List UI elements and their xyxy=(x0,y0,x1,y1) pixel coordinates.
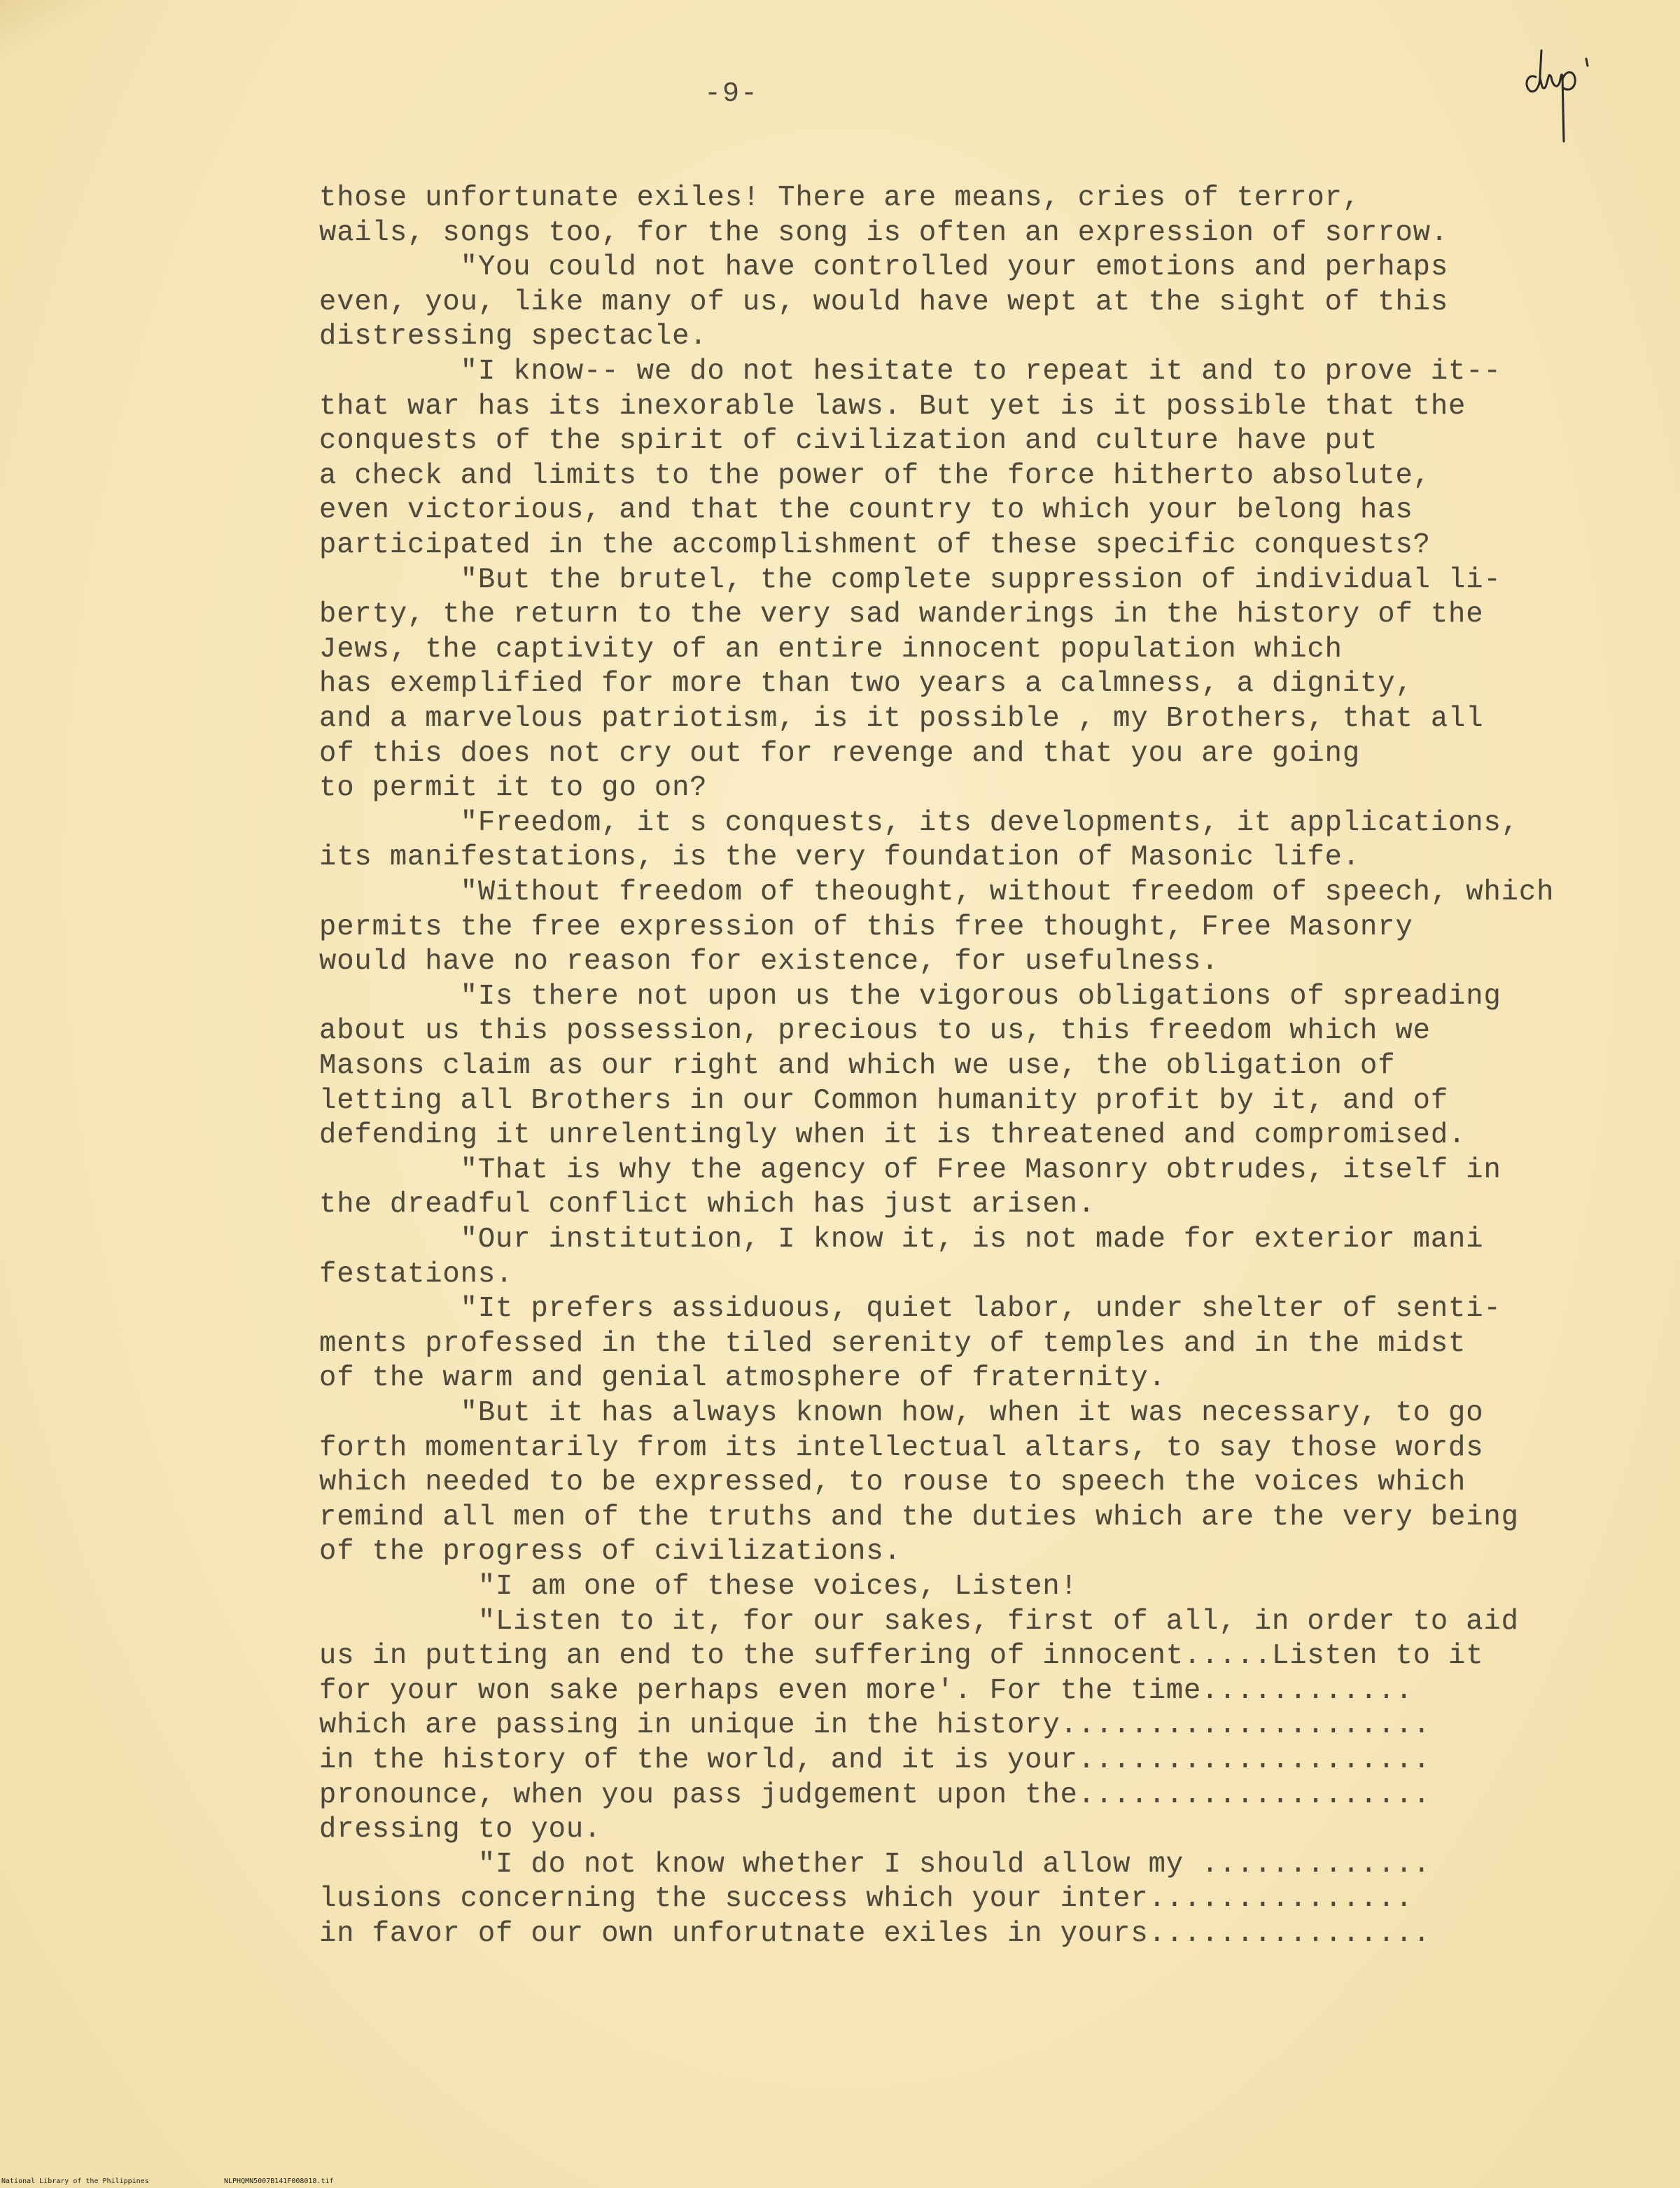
typed-line: "But the brutel, the complete suppression of individual li- xyxy=(319,563,1502,596)
page-corner-fold xyxy=(0,0,105,66)
typed-line: "I do not know whether I should allow my ............. xyxy=(319,1848,1431,1881)
handwritten-note xyxy=(1520,36,1604,148)
typed-line: "Listen to it, for our sakes, first of all, in order to aid xyxy=(319,1605,1519,1638)
typed-line: that war has its inexorable laws. But yet is it possible that the xyxy=(319,390,1466,423)
scan-footer xyxy=(0,2175,334,2188)
typed-line: "But it has always known how, when it was necessary, to go xyxy=(319,1397,1484,1429)
typed-line: those unfortunate exiles! There are means, cries of terror, xyxy=(319,182,1361,214)
typed-line: Masons claim as our right and which we use, the obligation of xyxy=(319,1050,1396,1082)
typed-line: remind all men of the truths and the duties which are the very being xyxy=(319,1501,1519,1534)
typed-line: even, you, like many of us, would have wept at the sight of this xyxy=(319,286,1449,318)
typed-line: in favor of our own unforutnate exiles in yours................ xyxy=(319,1918,1431,1950)
typed-line: to permit it to go on? xyxy=(319,772,708,805)
typed-line: of the progress of civilizations. xyxy=(319,1536,902,1569)
typed-line: permits the free expression of this free thought, Free Masonry xyxy=(319,911,1413,944)
typed-line: distressing spectacle. xyxy=(319,321,708,353)
typed-line: a check and limits to the power of the force hitherto absolute, xyxy=(319,459,1431,492)
typed-line: ments professed in the tiled serenity of temples and in the midst xyxy=(319,1327,1466,1360)
typed-line: the dreadful conflict which has just arisen. xyxy=(319,1188,1096,1221)
handwritten-dup-mark xyxy=(1520,36,1604,148)
typed-line: letting all Brothers in our Common humanity profit by it, and of xyxy=(319,1084,1449,1117)
typed-line: "Without freedom of theought, without freedom of speech, which xyxy=(319,876,1555,909)
page-number: -9- xyxy=(704,78,759,110)
footer-file-id: NLPHQMN5007B141F008018.tif xyxy=(224,2178,334,2185)
typed-line: "I am one of these voices, Listen! xyxy=(319,1571,1078,1603)
typed-line: forth momentarily from its intellectual altars, to say those words xyxy=(319,1431,1484,1464)
typed-line: festations. xyxy=(319,1258,514,1291)
typed-line: conquests of the spirit of civilization and culture have put xyxy=(319,425,1378,458)
typed-line: which needed to be expressed, to rouse to speech the voices which xyxy=(319,1466,1466,1499)
typed-line: has exemplified for more than two years a calmness, a dignity, xyxy=(319,668,1413,701)
typed-line: of this does not cry out for revenge and that you are going xyxy=(319,737,1361,770)
typed-line: "You could not have controlled your emotions and perhaps xyxy=(319,251,1449,284)
typed-line: about us this possession, precious to us, this freedom which we xyxy=(319,1015,1431,1048)
typed-line: even victorious, and that the country to which your belong has xyxy=(319,494,1413,527)
typed-line: "Freedom, it s conquests, its developments, it applications, xyxy=(319,806,1519,839)
typed-line: and a marvelous patriotism, is it possible , my Brothers, that all xyxy=(319,703,1484,735)
typed-line: participated in the accomplishment of these specific conquests? xyxy=(319,529,1431,561)
typed-line: dressing to you. xyxy=(319,1814,602,1846)
typed-line: "Is there not upon us the vigorous obligations of spreading xyxy=(319,980,1502,1013)
footer-library-name: National Library of the Philippines xyxy=(1,2178,149,2185)
typed-line: would have no reason for existence, for usefulness. xyxy=(319,946,1219,979)
typed-line: in the history of the world, and it is your.................... xyxy=(319,1744,1431,1776)
typed-line: Jews, the captivity of an entire innocent population which xyxy=(319,633,1343,666)
typed-line: "That is why the agency of Free Masonry obtrudes, itself in xyxy=(319,1153,1502,1186)
typed-line: of the warm and genial atmosphere of fraternity. xyxy=(319,1362,1166,1395)
typed-line: us in putting an end to the suffering of innocent.....Listen to it xyxy=(319,1640,1484,1673)
typed-line: berty, the return to the very sad wanderings in the history of the xyxy=(319,598,1484,631)
typed-line: "I know-- we do not hesitate to repeat it and to prove it-- xyxy=(319,356,1502,388)
typed-line: lusions concerning the success which your inter............... xyxy=(319,1883,1413,1916)
typed-line: "Our institution, I know it, is not made for exterior mani xyxy=(319,1223,1484,1256)
typed-line: wails, songs too, for the song is often an expression of sorrow. xyxy=(319,216,1449,249)
typed-line: "It prefers assiduous, quiet labor, under shelter of senti- xyxy=(319,1293,1502,1326)
typed-line: defending it unrelentingly when it is threatened and compromised. xyxy=(319,1119,1466,1152)
typed-line: for your won sake perhaps even more'. For the time............ xyxy=(319,1674,1413,1707)
typed-line: its manifestations, is the very foundation of Masonic life. xyxy=(319,841,1361,874)
typed-line: pronounce, when you pass judgement upon the.................... xyxy=(319,1779,1431,1811)
typed-line: which are passing in unique in the history..................... xyxy=(319,1709,1431,1742)
